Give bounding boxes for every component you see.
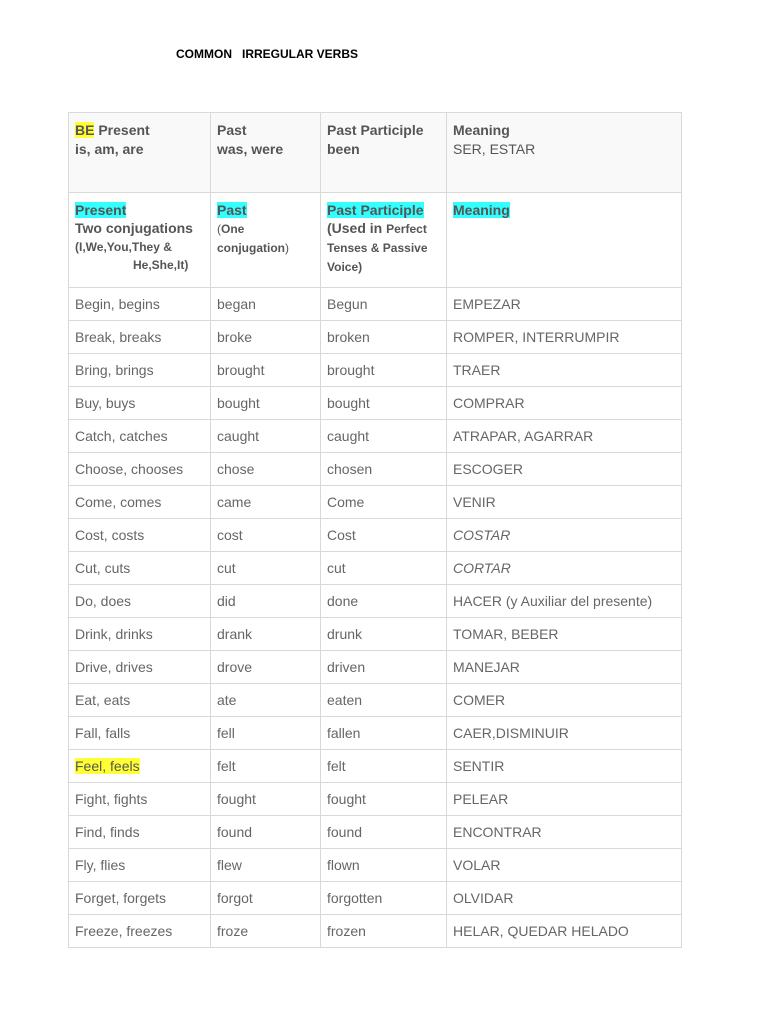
verb-present: Forget, forgets	[75, 890, 167, 906]
verb-meaning-cell	[447, 420, 682, 453]
verb-present: Break, breaks	[75, 329, 162, 345]
verb-past: cost	[217, 527, 243, 543]
verb-past-cell	[211, 651, 321, 684]
verb-meaning: CAER,DISMINUIR	[453, 725, 569, 741]
verb-present-cell	[69, 420, 211, 453]
verb-present-cell	[69, 849, 211, 882]
header-past-cell	[211, 193, 321, 288]
header-past-note-bold: One	[221, 222, 245, 236]
verb-participle-cell	[321, 486, 447, 519]
verb-past-cell	[211, 882, 321, 915]
verb-participle: driven	[327, 659, 366, 675]
verb-present: Cut, cuts	[75, 560, 131, 576]
irregular-verbs-table	[68, 112, 682, 948]
verb-past-cell	[211, 717, 321, 750]
verb-present-cell	[69, 684, 211, 717]
verb-participle-cell	[321, 321, 447, 354]
verb-meaning-cell	[447, 882, 682, 915]
verb-participle: done	[327, 593, 359, 609]
verb-present: Find, finds	[75, 824, 140, 840]
verb-present: Come, comes	[75, 494, 162, 510]
verb-past: felt	[217, 758, 236, 774]
verb-past-cell	[211, 552, 321, 585]
table-row	[69, 321, 682, 354]
verb-present-cell	[69, 651, 211, 684]
verb-past-cell	[211, 585, 321, 618]
verb-meaning: MANEJAR	[453, 659, 520, 675]
verb-present-cell	[69, 750, 211, 783]
verb-present: Fight, fights	[75, 791, 148, 807]
verb-meaning-cell	[447, 453, 682, 486]
table-row	[69, 618, 682, 651]
verb-past-cell	[211, 519, 321, 552]
verb-meaning-cell	[447, 618, 682, 651]
be-present-label: Present	[98, 122, 150, 138]
verb-meaning-cell	[447, 783, 682, 816]
table-row	[69, 882, 682, 915]
verb-present: Bring, brings	[75, 362, 154, 378]
verb-participle: Come	[327, 494, 365, 510]
header-participle-cell	[321, 193, 447, 288]
document-title: COMMON IRREGULAR VERBS	[176, 47, 359, 61]
verb-participle: Begun	[327, 296, 368, 312]
be-past-forms: was, were	[217, 141, 284, 157]
verb-meaning: ROMPER, INTERRUMPIR	[453, 329, 620, 345]
verb-participle: eaten	[327, 692, 363, 708]
verb-present-cell	[69, 354, 211, 387]
table-row	[69, 387, 682, 420]
verb-participle-cell	[321, 915, 447, 948]
table-row	[69, 585, 682, 618]
table-row	[69, 519, 682, 552]
be-meaning-cell	[447, 113, 682, 193]
verb-past-cell	[211, 288, 321, 321]
verb-participle-cell	[321, 849, 447, 882]
verb-meaning-cell	[447, 552, 682, 585]
header-participle-note-1: (Used in	[327, 220, 387, 236]
header-present-note: Two conjugations	[75, 220, 193, 236]
verb-meaning: COMER	[453, 692, 506, 708]
verb-past: cut	[217, 560, 236, 576]
verb-present-cell	[69, 519, 211, 552]
verb-past: chose	[217, 461, 255, 477]
table-row	[69, 552, 682, 585]
verb-participle-cell	[321, 684, 447, 717]
verb-past-cell	[211, 420, 321, 453]
be-meaning-label: Meaning	[453, 122, 510, 138]
verb-past: came	[217, 494, 252, 510]
be-present-forms: is, am, are	[75, 141, 144, 157]
verb-present-cell	[69, 321, 211, 354]
verb-participle-cell	[321, 585, 447, 618]
verb-present: Choose, chooses	[75, 461, 184, 477]
verb-participle-cell	[321, 552, 447, 585]
verb-meaning-cell	[447, 915, 682, 948]
header-participle: Past Participle	[327, 202, 424, 218]
header-participle-note-4: Voice)	[327, 260, 363, 274]
verb-present-cell	[69, 882, 211, 915]
verb-participle-cell	[321, 288, 447, 321]
verb-present-cell	[69, 915, 211, 948]
header-participle-note-2: Perfect	[386, 222, 427, 236]
verb-past: drank	[217, 626, 253, 642]
table-row	[69, 750, 682, 783]
verb-participle: drunk	[327, 626, 363, 642]
table-row	[69, 684, 682, 717]
verb-past-cell	[211, 321, 321, 354]
verb-participle: forgotten	[327, 890, 383, 906]
verb-present-cell	[69, 387, 211, 420]
verb-participle: frozen	[327, 923, 366, 939]
verb-present: Do, does	[75, 593, 132, 609]
verb-meaning: HELAR, QUEDAR HELADO	[453, 923, 629, 939]
verb-participle: Cost	[327, 527, 356, 543]
be-past-cell	[211, 113, 321, 193]
verb-meaning: EMPEZAR	[453, 296, 521, 312]
verb-past-cell	[211, 453, 321, 486]
verb-past: broke	[217, 329, 253, 345]
verb-present: Catch, catches	[75, 428, 168, 444]
verb-meaning: ESCOGER	[453, 461, 524, 477]
verb-present: Feel, feels	[75, 758, 140, 774]
be-present-cell	[69, 113, 211, 193]
verb-participle: fought	[327, 791, 366, 807]
verb-participle: felt	[327, 758, 346, 774]
header-meaning-cell	[447, 193, 682, 288]
verb-participle: fallen	[327, 725, 361, 741]
header-past-note-close: )	[285, 241, 289, 255]
be-meaning: SER, ESTAR	[453, 141, 536, 157]
verb-participle: flown	[327, 857, 360, 873]
verb-meaning: TOMAR, BEBER	[453, 626, 559, 642]
verb-past-cell	[211, 816, 321, 849]
verb-present-cell	[69, 453, 211, 486]
verb-past-cell	[211, 849, 321, 882]
table-row	[69, 420, 682, 453]
verb-meaning-cell	[447, 816, 682, 849]
verb-present: Cost, costs	[75, 527, 145, 543]
verb-participle-cell	[321, 387, 447, 420]
verb-present-cell	[69, 783, 211, 816]
verb-participle-cell	[321, 651, 447, 684]
verb-participle: brought	[327, 362, 375, 378]
verb-past-cell	[211, 486, 321, 519]
verb-present: Begin, begins	[75, 296, 160, 312]
header-past-note-open: (	[217, 222, 221, 236]
verb-meaning: ENCONTRAR	[453, 824, 542, 840]
verb-participle-cell	[321, 882, 447, 915]
verb-present: Buy, buys	[75, 395, 136, 411]
verb-past-cell	[211, 354, 321, 387]
verb-present: Drink, drinks	[75, 626, 153, 642]
table-row	[69, 816, 682, 849]
be-participle-cell	[321, 113, 447, 193]
verb-past-cell	[211, 684, 321, 717]
verb-participle-cell	[321, 783, 447, 816]
table-row	[69, 354, 682, 387]
verb-past-cell	[211, 915, 321, 948]
verb-past: ate	[217, 692, 237, 708]
verb-meaning-cell	[447, 387, 682, 420]
header-present-pronouns-2: He,She,It)	[133, 258, 189, 272]
table-row	[69, 486, 682, 519]
verb-participle-cell	[321, 816, 447, 849]
verb-past: flew	[217, 857, 242, 873]
header-past: Past	[217, 202, 247, 218]
verb-meaning: PELEAR	[453, 791, 509, 807]
verb-meaning: HACER (y Auxiliar del presente)	[453, 593, 653, 609]
verb-participle: cut	[327, 560, 346, 576]
verb-past: fought	[217, 791, 256, 807]
verb-meaning: COMPRAR	[453, 395, 525, 411]
verb-meaning-cell	[447, 486, 682, 519]
verb-past: began	[217, 296, 256, 312]
verb-past: caught	[217, 428, 260, 444]
verb-meaning: VOLAR	[453, 857, 501, 873]
verb-present-cell	[69, 552, 211, 585]
table-row	[69, 288, 682, 321]
header-past-note-rest: conjugation	[217, 241, 285, 255]
verb-participle-cell	[321, 420, 447, 453]
verb-past: forgot	[217, 890, 253, 906]
verb-meaning-cell	[447, 354, 682, 387]
verb-past: did	[217, 593, 236, 609]
header-present: Present	[75, 202, 127, 218]
verb-participle: chosen	[327, 461, 373, 477]
verb-present-cell	[69, 717, 211, 750]
verb-meaning-cell	[447, 684, 682, 717]
verb-past: drove	[217, 659, 253, 675]
header-participle-note-3: Tenses & Passive	[327, 241, 428, 255]
table-row	[69, 915, 682, 948]
verb-past-cell	[211, 750, 321, 783]
verb-meaning-cell	[447, 288, 682, 321]
verb-past-cell	[211, 618, 321, 651]
verb-meaning-cell	[447, 321, 682, 354]
be-label: BE	[75, 122, 95, 138]
be-participle-label: Past Participle	[327, 122, 424, 138]
verb-meaning-cell	[447, 717, 682, 750]
verb-meaning: TRAER	[453, 362, 501, 378]
table-row	[69, 717, 682, 750]
verb-participle-cell	[321, 519, 447, 552]
verb-present-cell	[69, 288, 211, 321]
verb-meaning-cell	[447, 750, 682, 783]
column-header-row	[69, 193, 682, 288]
table-row	[69, 651, 682, 684]
verb-meaning: COSTAR	[453, 527, 511, 543]
verb-participle: bought	[327, 395, 370, 411]
be-row	[69, 113, 682, 193]
table-row	[69, 849, 682, 882]
verb-past: found	[217, 824, 253, 840]
verb-past: fell	[217, 725, 235, 741]
verb-meaning: OLVIDAR	[453, 890, 514, 906]
verb-present: Freeze, freezes	[75, 923, 173, 939]
verb-present: Eat, eats	[75, 692, 131, 708]
verb-participle: found	[327, 824, 363, 840]
verb-participle: broken	[327, 329, 370, 345]
verb-present-cell	[69, 486, 211, 519]
verb-meaning: VENIR	[453, 494, 496, 510]
verb-present: Fall, falls	[75, 725, 131, 741]
verb-present: Fly, flies	[75, 857, 126, 873]
verb-participle-cell	[321, 618, 447, 651]
verb-participle-cell	[321, 354, 447, 387]
header-meaning: Meaning	[453, 202, 510, 218]
table-row	[69, 453, 682, 486]
table-row	[69, 783, 682, 816]
header-present-pronouns-1: (I,We,You,They &	[75, 240, 172, 254]
be-participle-form: been	[327, 141, 360, 157]
verb-meaning: SENTIR	[453, 758, 505, 774]
verb-past-cell	[211, 387, 321, 420]
verb-meaning: CORTAR	[453, 560, 511, 576]
verb-present-cell	[69, 585, 211, 618]
be-past-label: Past	[217, 122, 247, 138]
verb-participle-cell	[321, 453, 447, 486]
verb-past: bought	[217, 395, 260, 411]
verb-present: Drive, drives	[75, 659, 153, 675]
verb-present-cell	[69, 816, 211, 849]
verb-participle: caught	[327, 428, 370, 444]
header-present-cell	[69, 193, 211, 288]
verb-meaning-cell	[447, 519, 682, 552]
verb-present-cell	[69, 618, 211, 651]
verb-participle-cell	[321, 717, 447, 750]
verb-past: brought	[217, 362, 265, 378]
verb-participle-cell	[321, 750, 447, 783]
verb-meaning: ATRAPAR, AGARRAR	[453, 428, 594, 444]
verb-meaning-cell	[447, 585, 682, 618]
verb-past-cell	[211, 783, 321, 816]
verb-meaning-cell	[447, 849, 682, 882]
verb-meaning-cell	[447, 651, 682, 684]
verb-past: froze	[217, 923, 249, 939]
